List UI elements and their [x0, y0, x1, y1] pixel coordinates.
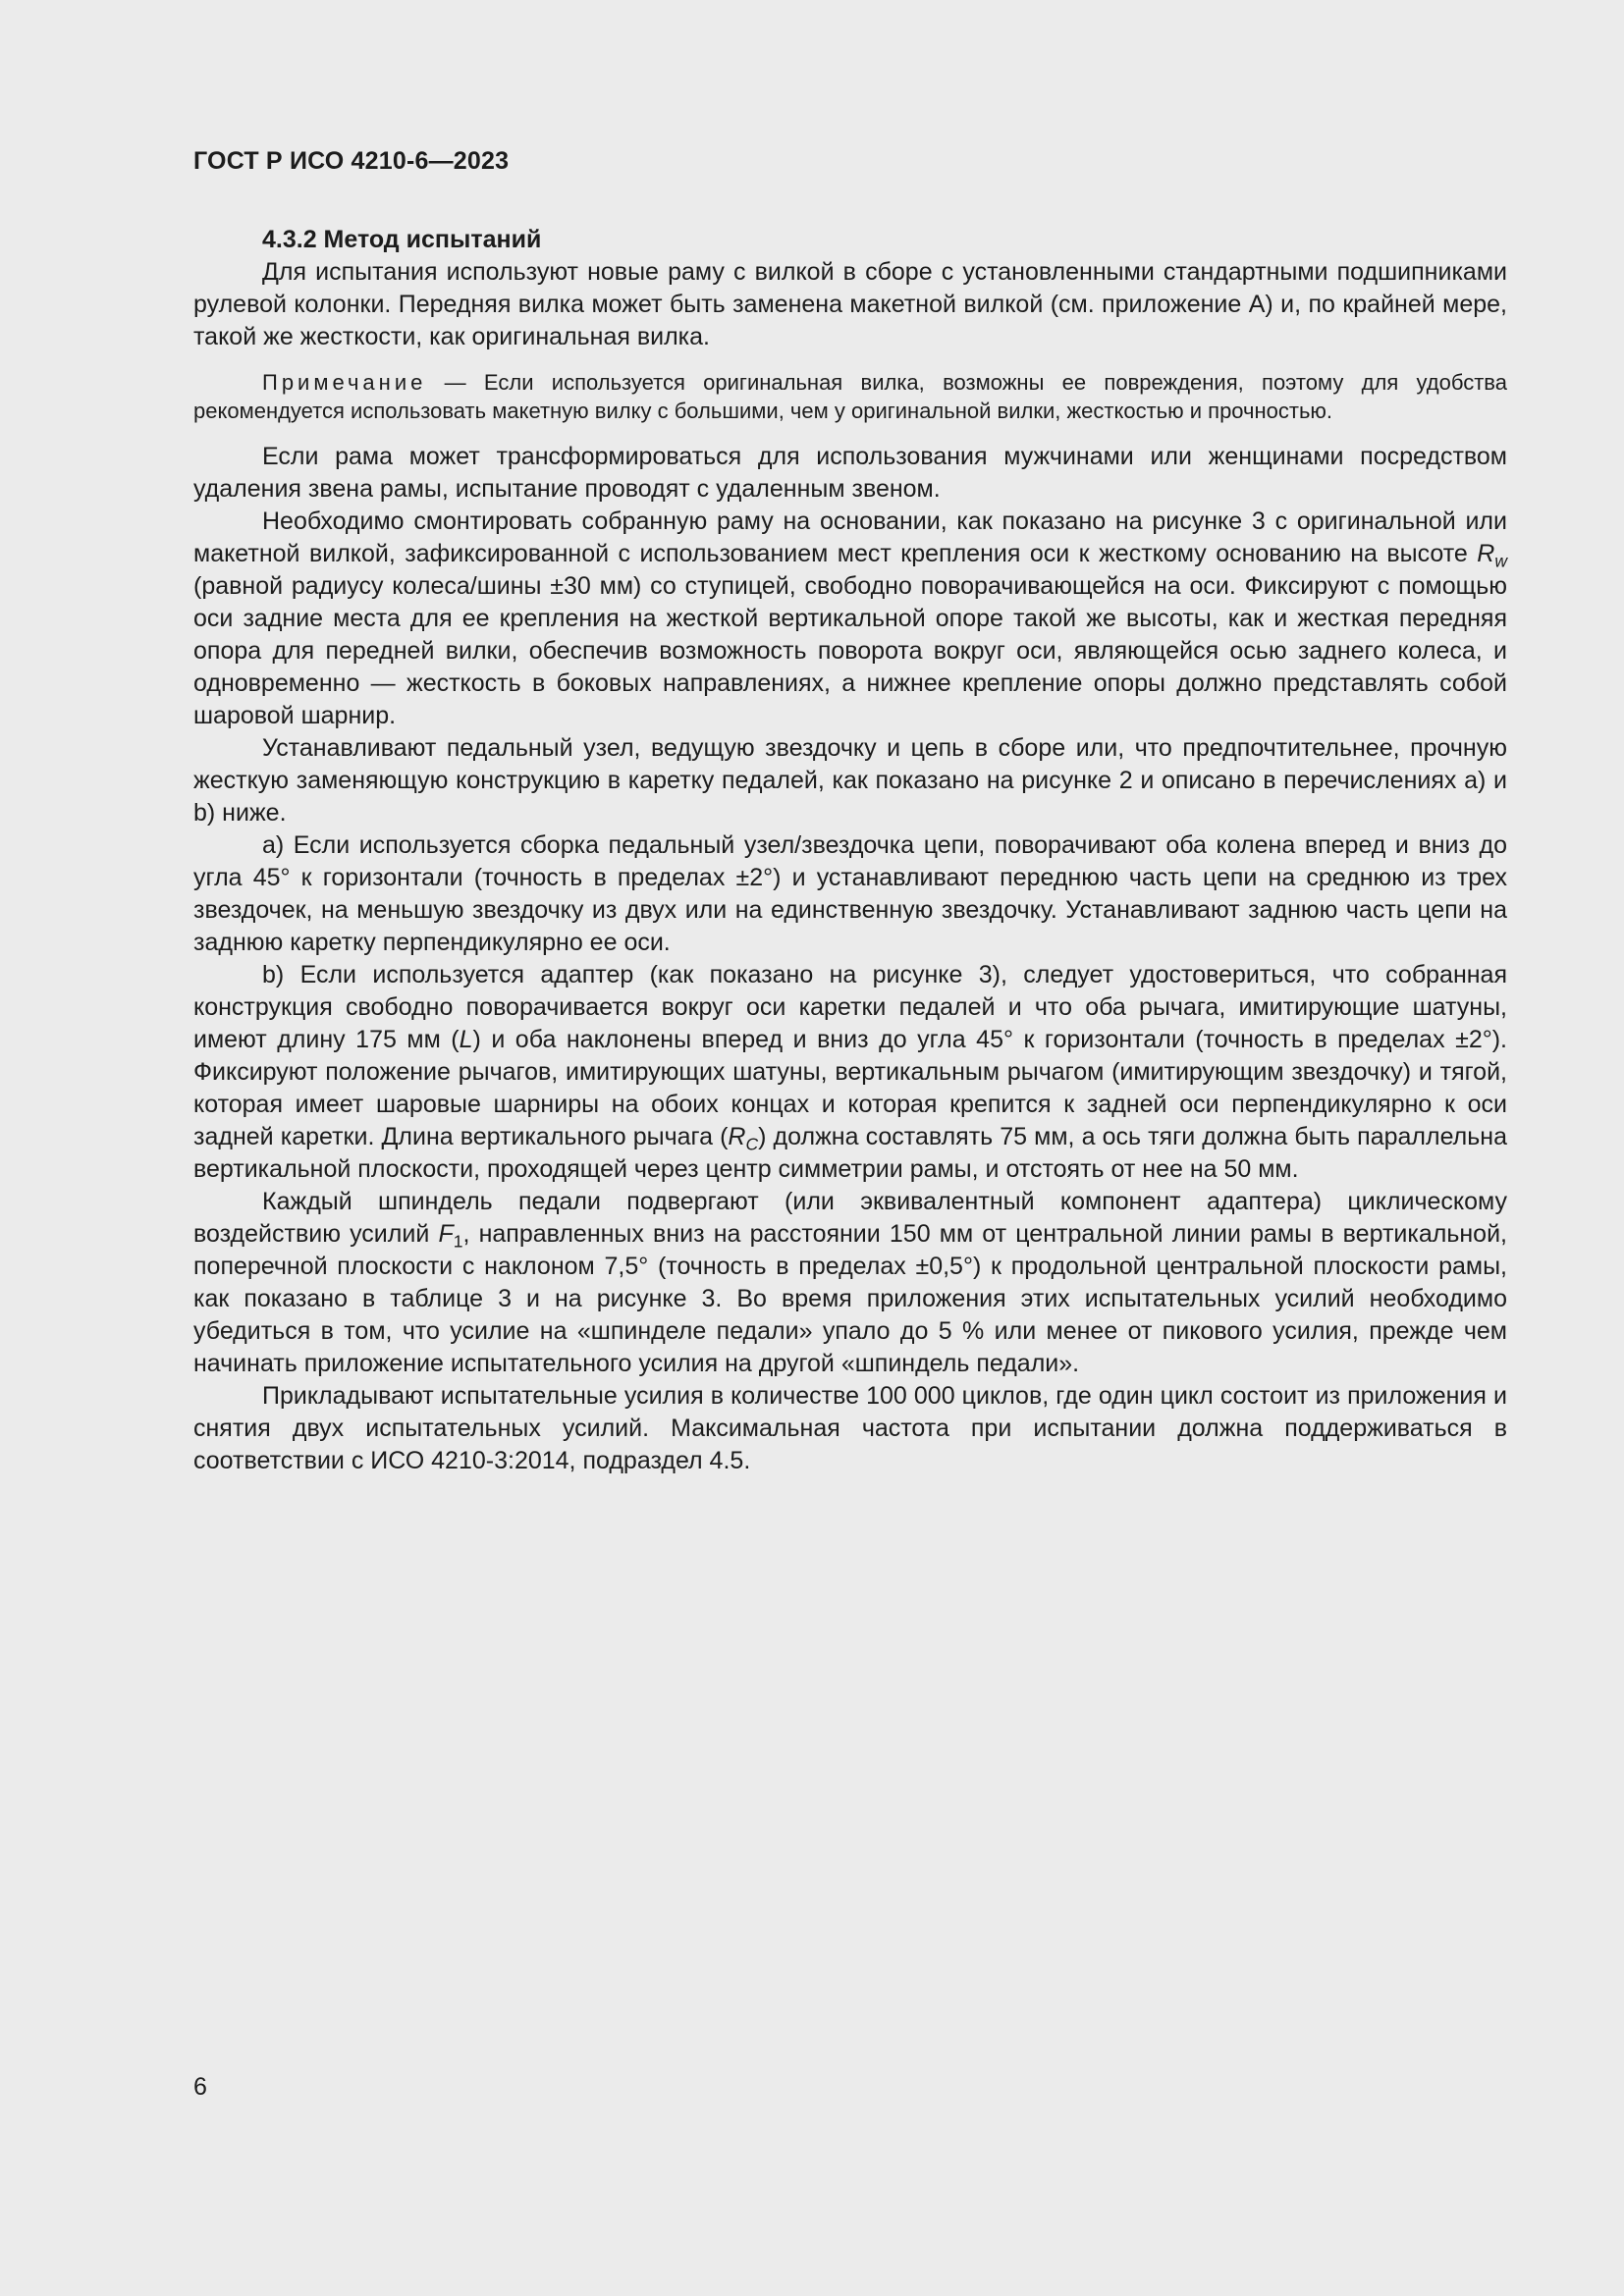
section-title: 4.3.2 Метод испытаний — [262, 226, 542, 253]
note-text: — Если используется оригинальная вилка, возможны ее повреждения, поэтому для удобства рекомендуется использовать макетную вилку с большими, чем у оригинальной вилки, жесткостью и прочностью. — [193, 370, 1507, 423]
list-item-b: b) Если используется адаптер (как показано на рисунке 3), следует удостовериться, что собранная конструкция свободно поворачивается вокруг оси каретки педалей и что оба рычага, имитирующие шатуны, имеют длину 175 мм (L) и оба наклонены вперед и вниз до угла 45° к горизонтали (точность в пределах ±2°). Фиксируют положение рычагов, имитирующих шатуны, вертикальным рычагом (имитирующим звездочку) и тягой, которая имеет шаровые шарниры на обоих концах и которая крепится к задней оси перпендикулярно к оси задней каретки. Длина вертикального рычага $(R_C)$ должна составлять 75 мм, а ось тяги должна быть параллельна вертикальной плоскости, проходящей через центр симметрии рамы, и отстоять от нее на 50 мм. — [193, 961, 1507, 1183]
document-body — [193, 224, 1507, 1477]
paragraph-mounting: Необходимо смонтировать собранную раму на основании, как показано на рисунке 3 с оригинальной или макетной вилкой, зафиксированной с использованием мест крепления оси к жесткому основанию на высоте $R_w$ (равной радиусу колеса/шины ±30 мм) со ступицей, свободно поворачивающейся на оси. Фиксируют с помощью оси задние места для ее крепления на жесткой вертикальной опоре такой же высоты, как и жесткая передняя опора для передней вилки, обеспечив возможность поворота вокруг оси, являющейся осью заднего колеса, и одновременно — жесткость в боковых направлениях, а нижнее крепление опоры должно представлять собой шаровой шарнир. — [193, 507, 1507, 729]
paragraph-test-setup: Для испытания используют новые раму с вилкой в сборе с установленными стандартными подшипниками рулевой колонки. Передняя вилка может быть заменена макетной вилкой (см. приложение А) и, по крайней мере, такой же жесткости, как оригинальная вилка. — [193, 258, 1507, 350]
document-header: ГОСТ Р ИСО 4210-6—2023 — [193, 147, 510, 175]
paragraph-test-cycles: Прикладывают испытательные усилия в количестве 100 000 циклов, где один цикл состоит из приложения и снятия двух испытательных усилий. Максимальная частота при испытании должна поддерживаться в соответствии с ИСО 4210-3:2014, подраздел 4.5. — [193, 1382, 1507, 1474]
page-number: 6 — [193, 2073, 207, 2101]
paragraph-cyclic-loading: Каждый шпиндель педали подвергают (или эквивалентный компонент адаптера) циклическому воздействию усилий $F_1$, направленных вниз на расстоянии 150 мм от центральной линии рамы в вертикальной, поперечной плоскости с наклоном 7,5° (точность в пределах ±0,5°) к продольной центральной плоскости рамы, как показано в таблице 3 и на рисунке 3. Во время приложения этих испытательных усилий необходимо убедиться в том, что усилие на «шпинделе педали» упало до 5 % или менее от пикового усилия, прежде чем начинать приложение испытательного усилия на другой «шпиндель педали». — [193, 1188, 1507, 1377]
paragraph-frame-link: Если рама может трансформироваться для использования мужчинами или женщинами посредством удаления звена рамы, испытание проводят с удаленным звеном. — [193, 443, 1507, 503]
list-item-a: а) Если используется сборка педальный узел/звездочка цепи, поворачивают оба колена вперед и вниз до угла 45° к горизонтали (точность в пределах ±2°) и устанавливают переднюю часть цепи на среднюю из трех звездочек, на меньшую звездочку из двух или на единственную звездочку. Устанавливают заднюю часть цепи на заднюю каретку перпендикулярно ее оси. — [193, 831, 1507, 956]
paragraph-pedal-assembly: Устанавливают педальный узел, ведущую звездочку и цепь в сборе или, что предпочтительнее, прочную жесткую заменяющую конструкцию в каретку педалей, как показано на рисунке 2 и описано в перечислениях а) и b) ниже. — [193, 734, 1507, 827]
note — [193, 368, 1507, 425]
note-label: Примечание — [262, 370, 427, 395]
